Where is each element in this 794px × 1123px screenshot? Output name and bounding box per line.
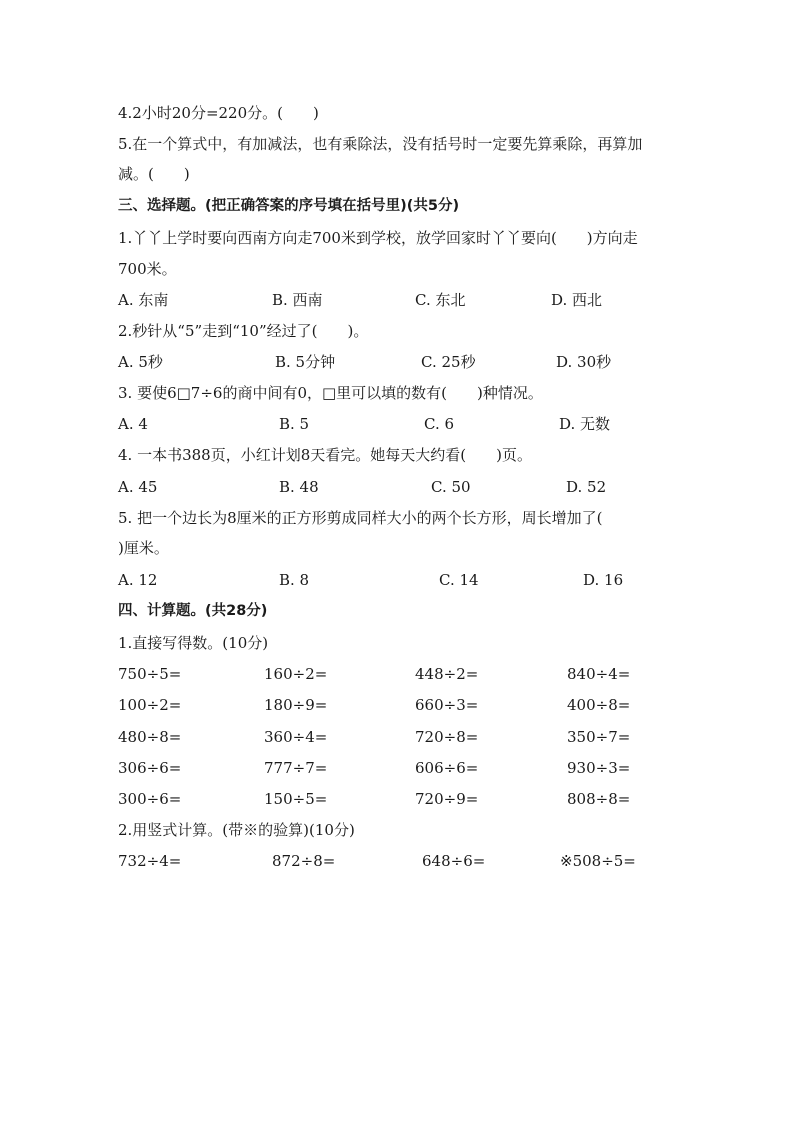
choice-q2-option-c: C. 25秒 xyxy=(421,353,476,371)
calc-item: 300÷6= xyxy=(118,790,182,808)
choice-q1-option-a: A. 东南 xyxy=(118,291,169,309)
choice-q4-option-c: C. 50 xyxy=(431,478,471,496)
choice-q3-option-d: D. 无数 xyxy=(559,415,611,433)
choice-q3: 3. 要使6□7÷6的商中间有0，□里可以填的数有( )种情况。 xyxy=(118,384,543,402)
choice-q3-option-a: A. 4 xyxy=(118,415,148,433)
vertical-calc-item: 872÷8= xyxy=(272,852,336,870)
choice-q4-option-d: D. 52 xyxy=(566,478,607,496)
calc-item: 160÷2= xyxy=(264,665,328,683)
calc-sub2: 2.用竖式计算。(带※的验算)(10分) xyxy=(118,821,355,839)
calc-item: 930÷3= xyxy=(567,759,631,777)
calc-item: 360÷4= xyxy=(264,728,328,746)
calc-item: 180÷9= xyxy=(264,696,328,714)
judgement-q5-line2: 减。( ) xyxy=(118,165,190,183)
calc-item: 720÷9= xyxy=(415,790,479,808)
calc-item: 448÷2= xyxy=(415,665,479,683)
choice-q5-line1: 5. 把一个边长为8厘米的正方形剪成同样大小的两个长方形，周长增加了( xyxy=(118,509,603,527)
choice-q2-option-a: A. 5秒 xyxy=(118,353,163,371)
choice-q4-option-b: B. 48 xyxy=(279,478,319,496)
choice-q2-option-d: D. 30秒 xyxy=(556,353,612,371)
choice-q3-option-b: B. 5 xyxy=(279,415,310,433)
choice-q3-option-c: C. 6 xyxy=(424,415,455,433)
choice-q5-option-d: D. 16 xyxy=(583,571,624,589)
choice-q4: 4. 一本书388页，小红计划8天看完。她每天大约看( )页。 xyxy=(118,446,532,464)
calc-sub1: 1.直接写得数。(10分) xyxy=(118,634,269,652)
choice-q1-option-b: B. 西南 xyxy=(272,291,323,309)
calc-item: 306÷6= xyxy=(118,759,182,777)
vertical-calc-item: ※508÷5= xyxy=(560,852,636,870)
choice-q1-option-c: C. 东北 xyxy=(415,291,466,309)
calc-item: 777÷7= xyxy=(264,759,328,777)
calc-item: 150÷5= xyxy=(264,790,328,808)
choice-q1-line2: 700米。 xyxy=(118,260,177,278)
calc-heading: 四、计算题。(共28分) xyxy=(118,603,268,619)
choice-q5-option-c: C. 14 xyxy=(439,571,479,589)
choice-q4-option-a: A. 45 xyxy=(118,478,158,496)
vertical-calc-item: 648÷6= xyxy=(422,852,486,870)
calc-item: 660÷3= xyxy=(415,696,479,714)
choice-q2: 2.秒针从“5”走到“10”经过了( )。 xyxy=(118,322,369,340)
choice-q2-option-b: B. 5分钟 xyxy=(275,353,336,371)
calc-item: 350÷7= xyxy=(567,728,631,746)
calc-item: 400÷8= xyxy=(567,696,631,714)
choice-heading: 三、选择题。(把正确答案的序号填在括号里)(共5分) xyxy=(118,198,460,214)
calc-item: 808÷8= xyxy=(567,790,631,808)
calc-item: 750÷5= xyxy=(118,665,182,683)
calc-item: 720÷8= xyxy=(415,728,479,746)
calc-item: 840÷4= xyxy=(567,665,631,683)
calc-item: 100÷2= xyxy=(118,696,182,714)
judgement-q4: 4.2小时20分=220分。( ) xyxy=(118,104,319,122)
choice-q5-option-b: B. 8 xyxy=(279,571,310,589)
choice-q5-line2: )厘米。 xyxy=(118,539,169,557)
choice-q5-option-a: A. 12 xyxy=(118,571,158,589)
choice-q1-line1: 1.丫丫上学时要向西南方向走700米到学校，放学回家时丫丫要向( )方向走 xyxy=(118,229,638,247)
calc-item: 480÷8= xyxy=(118,728,182,746)
vertical-calc-item: 732÷4= xyxy=(118,852,182,870)
calc-item: 606÷6= xyxy=(415,759,479,777)
judgement-q5-line1: 5.在一个算式中，有加减法，也有乘除法，没有括号时一定要先算乘除，再算加 xyxy=(118,135,643,153)
choice-q1-option-d: D. 西北 xyxy=(551,291,603,309)
